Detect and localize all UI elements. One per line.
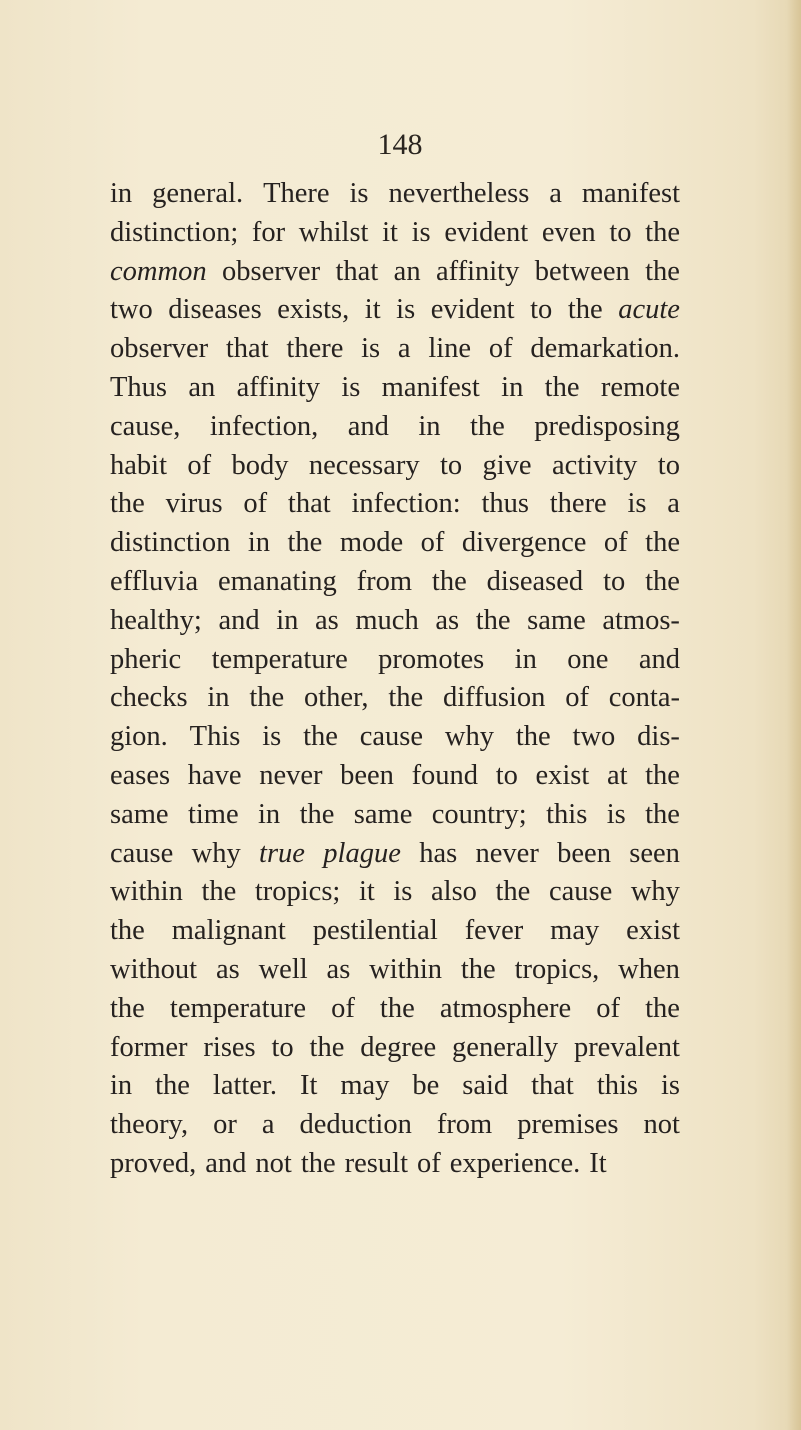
word: predisposing [534, 410, 680, 442]
word: affinity [236, 371, 320, 403]
word: there [549, 488, 607, 520]
word: the [645, 565, 680, 597]
word: is [393, 876, 413, 908]
text-line [110, 1106, 680, 1145]
word: the [515, 721, 551, 753]
word: may [550, 915, 600, 947]
word: manifest [581, 178, 680, 209]
word: the [645, 527, 680, 559]
word: general. [152, 178, 244, 209]
word: is [411, 216, 431, 248]
text-line [110, 912, 680, 951]
word: said [462, 1070, 509, 1102]
word: affinity [435, 255, 520, 287]
word: cause [110, 837, 174, 869]
word: found [411, 759, 479, 791]
word: the [110, 992, 145, 1024]
word: of [331, 992, 355, 1024]
word: It [299, 1070, 318, 1102]
word: activity [551, 449, 638, 481]
word: there [286, 333, 344, 365]
word: diffusion [442, 682, 546, 714]
word: is [349, 178, 369, 209]
word: proved, [110, 1147, 197, 1179]
word: it [358, 876, 375, 908]
word: conta- [608, 682, 680, 714]
text-line [110, 291, 680, 330]
word: of [488, 333, 513, 365]
word: an [188, 371, 216, 403]
word: temperature [211, 643, 348, 675]
text-line [110, 641, 680, 680]
word: without [110, 953, 198, 985]
word: to [271, 1031, 294, 1063]
word: this [546, 798, 588, 830]
word: never [475, 837, 539, 869]
word: that [225, 333, 269, 365]
word: is [627, 488, 647, 520]
text-line [110, 990, 680, 1029]
word: healthy; [110, 604, 202, 636]
text-line [110, 1029, 680, 1068]
word: pheric [110, 643, 182, 675]
word: to [495, 759, 518, 791]
word: atmos- [602, 604, 680, 636]
word: of [187, 449, 212, 481]
word: as [315, 604, 339, 636]
word: in [247, 527, 271, 559]
word: never [259, 759, 323, 791]
word: former [110, 1031, 188, 1063]
word: other, [303, 682, 369, 714]
word: promotes [378, 643, 485, 675]
word: two [572, 721, 616, 753]
word: a [549, 178, 562, 209]
italic-word: common [110, 255, 207, 287]
word: is [660, 1070, 680, 1102]
word: is [361, 333, 381, 365]
word: diseases [168, 294, 262, 326]
word: of [596, 992, 621, 1024]
word: and [205, 1147, 247, 1179]
word: the [155, 1070, 190, 1102]
word: as [215, 953, 240, 985]
word: gion. [110, 721, 168, 753]
word: infection: [351, 488, 461, 520]
text-line [110, 447, 680, 486]
word: in [110, 178, 133, 209]
word: malignant [171, 915, 286, 947]
word: same [353, 798, 413, 830]
word: observer [221, 255, 321, 287]
text-line [110, 369, 680, 408]
word: a [667, 488, 680, 520]
word: cause [548, 876, 613, 908]
word: virus [165, 488, 223, 520]
word: a [397, 333, 411, 365]
word: emanating [218, 565, 337, 597]
word: habit [110, 449, 167, 481]
word: There [263, 178, 330, 209]
word: it [364, 294, 381, 326]
word: the [249, 682, 285, 714]
word: line [428, 333, 472, 365]
word: the [645, 255, 680, 287]
word: result [344, 1147, 408, 1179]
word: necessary [308, 449, 420, 481]
word: may [340, 1070, 390, 1102]
italic-word: plague [323, 837, 401, 869]
word: as [435, 604, 460, 636]
word: that [335, 255, 379, 287]
word: fever [464, 915, 524, 947]
word: nevertheless [388, 178, 530, 209]
text-line [110, 757, 680, 796]
word: to [439, 449, 463, 481]
word: eases [110, 759, 171, 791]
word: it [382, 216, 398, 248]
word: why [191, 837, 241, 869]
text-line [110, 408, 680, 447]
word: well [258, 953, 308, 985]
text-line [110, 951, 680, 990]
word: This [189, 721, 241, 753]
word: the [645, 216, 680, 248]
word: temperature [169, 992, 306, 1024]
word: of [417, 1147, 441, 1179]
word: dis- [637, 721, 680, 753]
word: same [110, 798, 169, 830]
page-number: 148 [377, 128, 423, 161]
word: the [495, 876, 531, 908]
word: give [482, 449, 532, 481]
text-line [110, 214, 680, 253]
word: the [300, 1147, 336, 1179]
word: prevalent [573, 1031, 680, 1063]
word: and [218, 604, 260, 636]
word: also [431, 876, 477, 908]
word: experience. [449, 1147, 581, 1179]
italic-word: true [259, 837, 305, 869]
word: evident [444, 216, 529, 248]
word: to [530, 294, 553, 326]
italic-word: acute [618, 294, 680, 326]
page-edge-shadow [787, 0, 801, 1430]
text-line [110, 602, 680, 641]
word: the [460, 953, 496, 985]
word: generally [452, 1031, 559, 1063]
word: tropics, [514, 953, 600, 985]
word: be [412, 1070, 440, 1102]
word: is [341, 371, 361, 403]
word: exist [626, 915, 680, 947]
word: manifest [381, 371, 480, 403]
word: the [475, 604, 511, 636]
text-line [110, 563, 680, 602]
word: deduction [299, 1109, 412, 1141]
text-line [110, 796, 680, 835]
word: even [541, 216, 596, 248]
word: distinction [110, 527, 231, 559]
word: why [630, 876, 680, 908]
text-line [110, 253, 680, 292]
word: the [388, 682, 424, 714]
word: remote [600, 371, 680, 403]
word: rises [203, 1031, 256, 1063]
word: the [544, 371, 580, 403]
word: in [207, 682, 230, 714]
word: why [444, 721, 494, 753]
text-line [110, 679, 680, 718]
word: not [255, 1147, 292, 1179]
word: is [396, 294, 416, 326]
word: of [243, 488, 268, 520]
word: exist [535, 759, 590, 791]
body-text [110, 175, 680, 1184]
word: in [418, 410, 441, 442]
word: have [187, 759, 242, 791]
word: that [531, 1070, 574, 1102]
word: is [262, 721, 282, 753]
text-line [110, 175, 680, 214]
word: diseased [486, 565, 584, 597]
word: between [534, 255, 630, 287]
word: at [606, 759, 628, 791]
word: latter. [212, 1070, 278, 1102]
word: the [645, 759, 680, 791]
word: a [261, 1109, 275, 1141]
word: has [419, 837, 458, 869]
word: to [609, 216, 632, 248]
word: same [527, 604, 586, 636]
word: been [340, 759, 394, 791]
word: demarkation. [530, 333, 680, 365]
word: time [187, 798, 239, 830]
word: the [303, 721, 338, 753]
word: for [251, 216, 286, 248]
word: the [309, 1031, 345, 1063]
word: the [645, 992, 680, 1024]
word: body [231, 449, 289, 481]
word: country; [431, 798, 527, 830]
word: whilst [298, 216, 369, 248]
word: cause, [110, 410, 181, 442]
word: tropics; [254, 876, 341, 908]
word: effluvia [110, 565, 199, 597]
word: one [567, 643, 609, 675]
word: Thus [110, 371, 167, 403]
text-line [110, 873, 680, 912]
word: from [436, 1109, 493, 1141]
word: in [276, 604, 299, 636]
word: observer [110, 333, 209, 365]
word: the [645, 798, 680, 830]
word: been [557, 837, 611, 869]
word: an [393, 255, 421, 287]
word: within [110, 876, 183, 908]
word: from [356, 565, 413, 597]
word: evident [430, 294, 515, 326]
word: exists, [277, 294, 350, 326]
word: the [110, 488, 145, 520]
text-line [110, 524, 680, 563]
text-line [110, 330, 680, 369]
word: theory, [110, 1109, 189, 1141]
word: the [469, 410, 505, 442]
word: in [501, 371, 524, 403]
word: the [201, 876, 237, 908]
word: of [565, 682, 589, 714]
word: or [213, 1109, 237, 1141]
text-line [110, 718, 680, 757]
word: atmosphere [439, 992, 572, 1024]
word: this [596, 1070, 638, 1102]
word: the [287, 527, 323, 559]
word: in [258, 798, 281, 830]
word: of [603, 527, 628, 559]
word: of [420, 527, 445, 559]
word: to [657, 449, 680, 481]
text-line [110, 485, 680, 524]
word: much [355, 604, 419, 636]
text-line [110, 835, 680, 874]
word: the [567, 294, 603, 326]
word: in [110, 1070, 133, 1102]
word: premises [517, 1109, 619, 1141]
text-line [110, 1067, 680, 1106]
word: within [369, 953, 443, 985]
word: two [110, 294, 153, 326]
word: pestilential [312, 915, 438, 947]
word: the [110, 915, 145, 947]
word: not [643, 1109, 680, 1141]
word: thus [481, 488, 529, 520]
word: as [326, 953, 351, 985]
word: and [347, 410, 389, 442]
word: the [431, 565, 467, 597]
word: checks [110, 682, 188, 714]
word: and [638, 643, 680, 675]
word: when [618, 953, 680, 985]
word: infection, [209, 410, 319, 442]
word: to [603, 565, 626, 597]
word: seen [629, 837, 680, 869]
word: the [379, 992, 415, 1024]
word: mode [339, 527, 404, 559]
word: degree [360, 1031, 437, 1063]
word: divergence [461, 527, 587, 559]
word: that [287, 488, 331, 520]
text-line [110, 1145, 680, 1184]
word: It [589, 1147, 607, 1179]
word: is [606, 798, 626, 830]
word: distinction; [110, 216, 239, 248]
word: cause [359, 721, 424, 753]
word: the [299, 798, 335, 830]
word: in [514, 643, 537, 675]
